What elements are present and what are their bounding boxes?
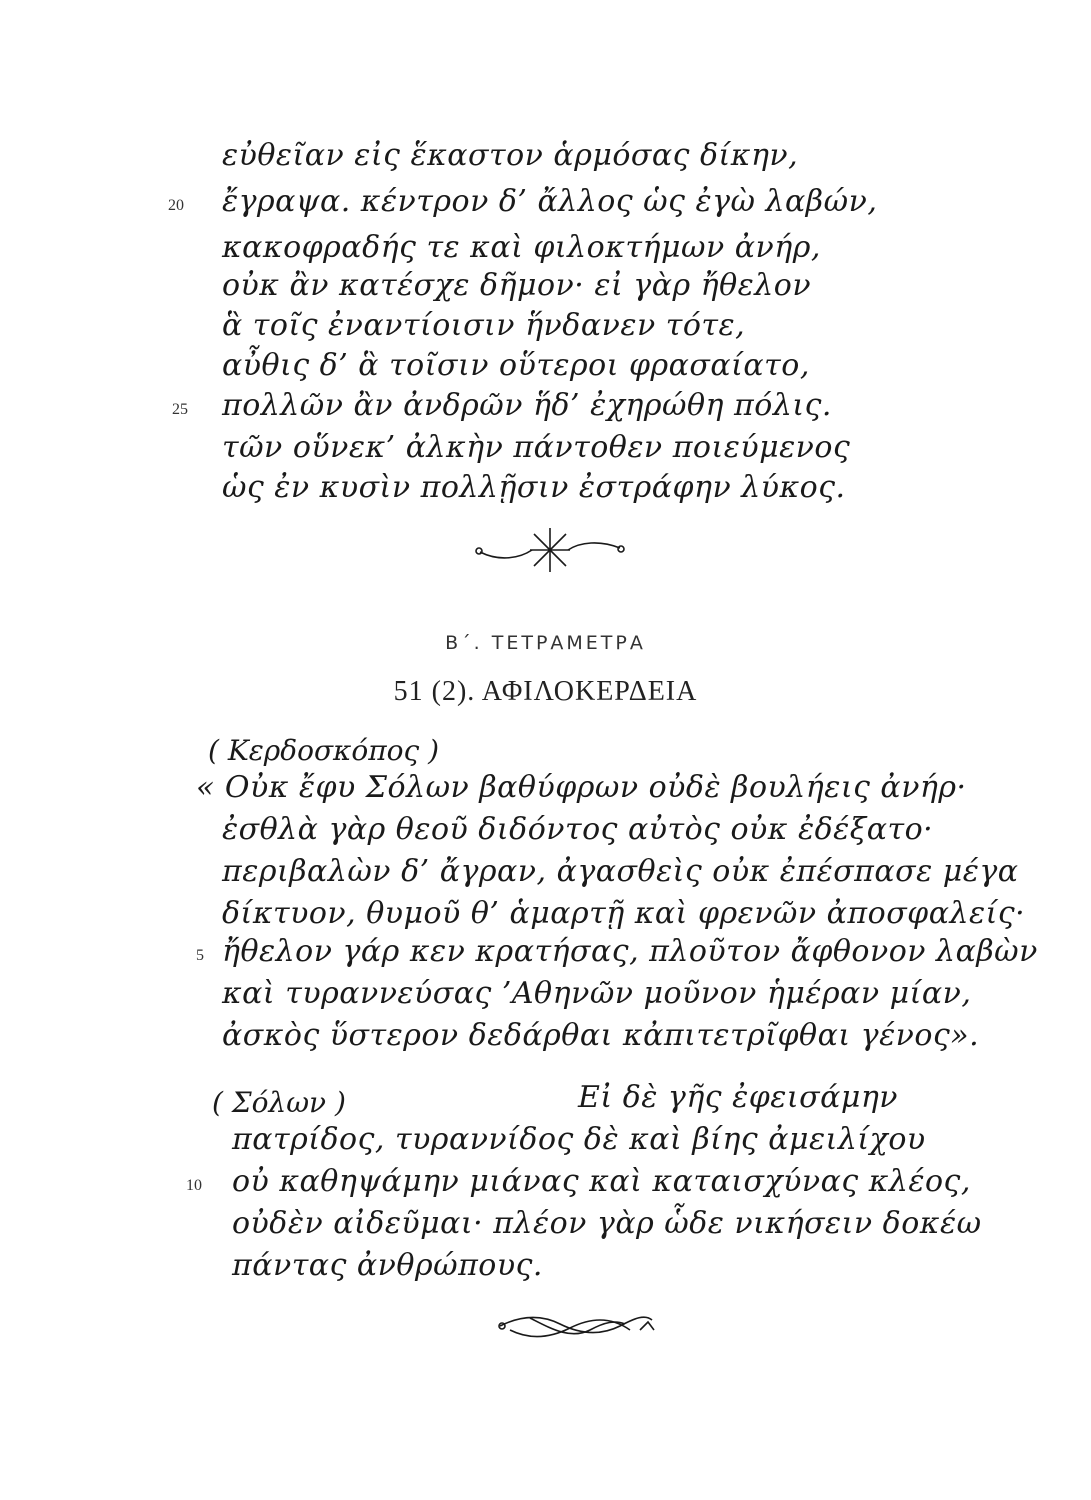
verse-line: πολλῶν ἂν ἀνδρῶν ἥδ’ ἐχηρώθη πόλις. [222,388,832,423]
line-number: 25 [172,401,188,418]
section-heading: Β΄. ΤΕΤΡΑΜΕΤΡΑ [445,632,646,654]
verse-line: οὐ καθηψάμην μιάνας καὶ καταισχύνας κλέος, [232,1164,971,1199]
verse-line: « Οὐκ ἔφυ Σόλων βαθύφρων οὐδὲ βουλήεις ἀνήρ· [196,770,967,805]
verse-line: δίκτυον, θυμοῦ θ’ ἁμαρτῇ καὶ φρενῶν ἀποσφαλείς· [222,896,1026,931]
verse-line: ἔγραψα. κέντρον δ’ ἄλλος ὡς ἐγὼ λαβών, [222,184,878,219]
verse-line: ἤθελον γάρ κεν κρατήσας, πλοῦτον ἄφθονον λαβὼν [222,934,1038,969]
poem-title: 51 (2). ΑΦΙΛΟΚΕΡΔΕΙΑ [393,676,698,707]
line-number: 20 [168,197,184,214]
verse-line: ἀσκὸς ὕστερον δεδάρθαι κἀπιτετρῖφθαι γένος». [222,1018,980,1053]
verse-line: εὐθεῖαν εἰς ἕκαστον ἁρμόσας δίκην, [222,138,799,173]
verse-line: ἐσθλὰ γὰρ θεοῦ διδόντος αὐτὸς οὐκ ἐδέξατο· [222,812,934,847]
verse-line: τῶν οὕνεκ’ ἀλκὴν πάντοθεν ποιεύμενος [222,430,851,465]
verse-line: ὡς ἐν κυσὶν πολλῇσιν ἐστράφην λύκος. [222,470,846,505]
verse-line: οὐδὲν αἰδεῦμαι· πλέον γὰρ ὧδε νικήσειν δοκέω [232,1206,982,1241]
verse-line: κακοφραδής τε καὶ φιλοκτήμων ἀνήρ, [222,230,821,265]
verse-line: πάντας ἀνθρώπους. [232,1248,543,1283]
line-number: 10 [186,1177,202,1194]
verse-line: καὶ τυραννεύσας ’Αθηνῶν μοῦνον ἡμέραν μίαν, [222,976,972,1011]
line-number: 5 [196,947,204,964]
verse-line: οὐκ ἂν κατέσχε δῆμον· εἰ γὰρ ἤθελον [222,268,812,303]
speaker-label: ( Κερδοσκόπος ) [208,734,440,767]
verse-line: περιβαλὼν δ’ ἄγραν, ἀγασθεὶς οὐκ ἐπέσπασε μέγα [222,854,1019,889]
ornament-tailpiece [490,1300,660,1350]
verse-line: αὖθις δ’ ἃ τοῖσιν οὕτεροι φρασαίατο, [222,348,810,383]
speaker-label: ( Σόλων ) [212,1086,346,1119]
verse-line: πατρίδος, τυραννίδος δὲ καὶ βίης ἀμειλίχου [232,1122,926,1157]
verse-line: ἃ τοῖς ἐναντίοισιν ἥνδανεν τότε, [222,308,746,343]
ornament-fleuron [470,520,630,580]
verse-line: Εἰ δὲ γῆς ἐφεισάμην [578,1080,899,1115]
